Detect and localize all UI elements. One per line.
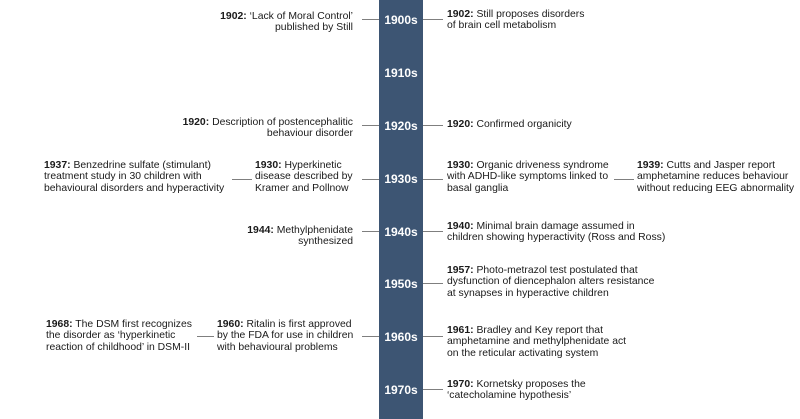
event-1939 bbox=[637, 160, 794, 194]
event-text: Kramer and Pollnow bbox=[255, 182, 349, 194]
decade-label-1970s: 1970s bbox=[384, 383, 418, 397]
event-year: 1930: bbox=[447, 160, 474, 171]
connector-1930-right bbox=[423, 179, 443, 180]
decade-label-1950s: 1950s bbox=[384, 277, 418, 291]
event-text: Organic driveness syndrome bbox=[476, 160, 609, 171]
event-year: 1937: bbox=[44, 160, 71, 171]
connector-1930-left bbox=[362, 179, 379, 180]
event-text: Photo-metrazol test postulated that bbox=[476, 265, 638, 276]
event-text: Bradley and Key report that bbox=[476, 325, 603, 336]
event-text: synthesized bbox=[298, 236, 353, 248]
event-1957 bbox=[447, 265, 654, 299]
event-year: 1920: bbox=[447, 119, 474, 130]
event-text: published by Still bbox=[275, 22, 353, 34]
event-text: of brain cell metabolism bbox=[447, 20, 557, 32]
event-text: Methylphenidate bbox=[276, 225, 353, 236]
event-text: ‘Lack of Moral Control’ bbox=[249, 11, 353, 22]
event-text: Cutts and Jasper report bbox=[666, 160, 776, 171]
event-text: Kornetsky proposes the bbox=[476, 379, 586, 390]
event-text: with ADHD-like symptoms linked to bbox=[447, 171, 609, 183]
decade-label-1930s: 1930s bbox=[384, 172, 418, 186]
connector-1961-right bbox=[423, 336, 443, 337]
connector-1930-1939 bbox=[614, 179, 634, 180]
event-text: basal ganglia bbox=[447, 182, 509, 194]
event-year: 1902: bbox=[220, 11, 247, 22]
event-text: children showing hyperactivity (Ross and Ross) bbox=[447, 232, 666, 244]
decade-label-1940s: 1940s bbox=[384, 225, 418, 239]
event-1920-right bbox=[447, 119, 572, 130]
decade-label-1910s: 1910s bbox=[384, 66, 418, 80]
event-year: 1961: bbox=[447, 325, 474, 336]
connector-1920-left bbox=[362, 125, 379, 126]
decade-label-1960s: 1960s bbox=[384, 330, 418, 344]
event-year: 1944: bbox=[247, 225, 274, 236]
connector-1968-1960 bbox=[197, 336, 214, 337]
event-text: Minimal brain damage assumed in bbox=[476, 221, 635, 232]
event-text: on the reticular activating system bbox=[447, 347, 599, 359]
decade-label-1900s: 1900s bbox=[384, 13, 418, 27]
event-text: behaviour disorder bbox=[266, 128, 353, 140]
decade-label-1920s: 1920s bbox=[384, 119, 418, 133]
event-1970 bbox=[447, 379, 586, 402]
event-1940-right bbox=[447, 221, 665, 244]
connector-1920-right bbox=[423, 125, 443, 126]
event-text: Ritalin is first approved bbox=[246, 319, 352, 330]
connector-1902-right bbox=[423, 19, 443, 20]
event-text: The DSM first recognizes bbox=[75, 319, 192, 330]
event-text: disease described by bbox=[255, 171, 353, 183]
event-text: amphetamine reduces behaviour bbox=[637, 171, 789, 183]
event-text: without reducing EEG abnormality bbox=[637, 182, 795, 194]
event-1930-left bbox=[255, 160, 353, 194]
event-1937 bbox=[44, 160, 224, 194]
event-text: dysfunction of diencephalon alters resistance bbox=[447, 276, 655, 288]
event-text: Benzedrine sulfate (stimulant) bbox=[73, 160, 211, 171]
event-1961 bbox=[447, 325, 626, 359]
event-text: Confirmed organicity bbox=[476, 119, 572, 130]
event-text: ‘catecholamine hypothesis’ bbox=[447, 390, 572, 402]
timeline-spine bbox=[379, 0, 423, 419]
event-text: the disorder as ‘hyperkinetic bbox=[46, 330, 176, 342]
event-1944 bbox=[247, 225, 353, 248]
connector-1940-right bbox=[423, 231, 443, 232]
connector-1970-right bbox=[423, 389, 443, 390]
event-year: 1968: bbox=[46, 319, 73, 330]
event-text: treatment study in 30 children with bbox=[44, 171, 202, 183]
event-year: 1940: bbox=[447, 221, 474, 232]
event-year: 1957: bbox=[447, 265, 474, 276]
event-year: 1970: bbox=[447, 379, 474, 390]
connector-1960-left bbox=[362, 336, 379, 337]
event-1902-right bbox=[447, 9, 584, 32]
event-1968 bbox=[46, 319, 192, 353]
event-year: 1930: bbox=[255, 160, 282, 171]
event-year: 1902: bbox=[447, 9, 474, 20]
event-text: Hyperkinetic bbox=[284, 160, 342, 171]
event-text: by the FDA for use in children bbox=[217, 330, 354, 342]
event-text: reaction of childhood’ in DSM-II bbox=[46, 341, 190, 353]
event-1920-left bbox=[183, 117, 353, 140]
event-text: Still proposes disorders bbox=[476, 9, 585, 20]
connector-1957-right bbox=[423, 283, 443, 284]
event-year: 1960: bbox=[217, 319, 244, 330]
event-text: Description of postencephalitic bbox=[212, 117, 353, 128]
connector-1902-left bbox=[362, 19, 379, 20]
event-1930-right bbox=[447, 160, 609, 194]
event-text: with behavioural problems bbox=[217, 341, 338, 353]
event-year: 1920: bbox=[182, 117, 210, 128]
event-text: behavioural disorders and hyperactivity bbox=[44, 182, 225, 194]
event-text: amphetamine and methylphenidate act bbox=[447, 336, 627, 348]
event-1902-left bbox=[220, 11, 353, 34]
connector-1944-left bbox=[362, 231, 379, 232]
connector-1937-1930 bbox=[232, 179, 252, 180]
event-text: at synapses in hyperactive children bbox=[447, 287, 609, 299]
event-1960 bbox=[217, 319, 353, 353]
event-year: 1939: bbox=[637, 160, 664, 171]
